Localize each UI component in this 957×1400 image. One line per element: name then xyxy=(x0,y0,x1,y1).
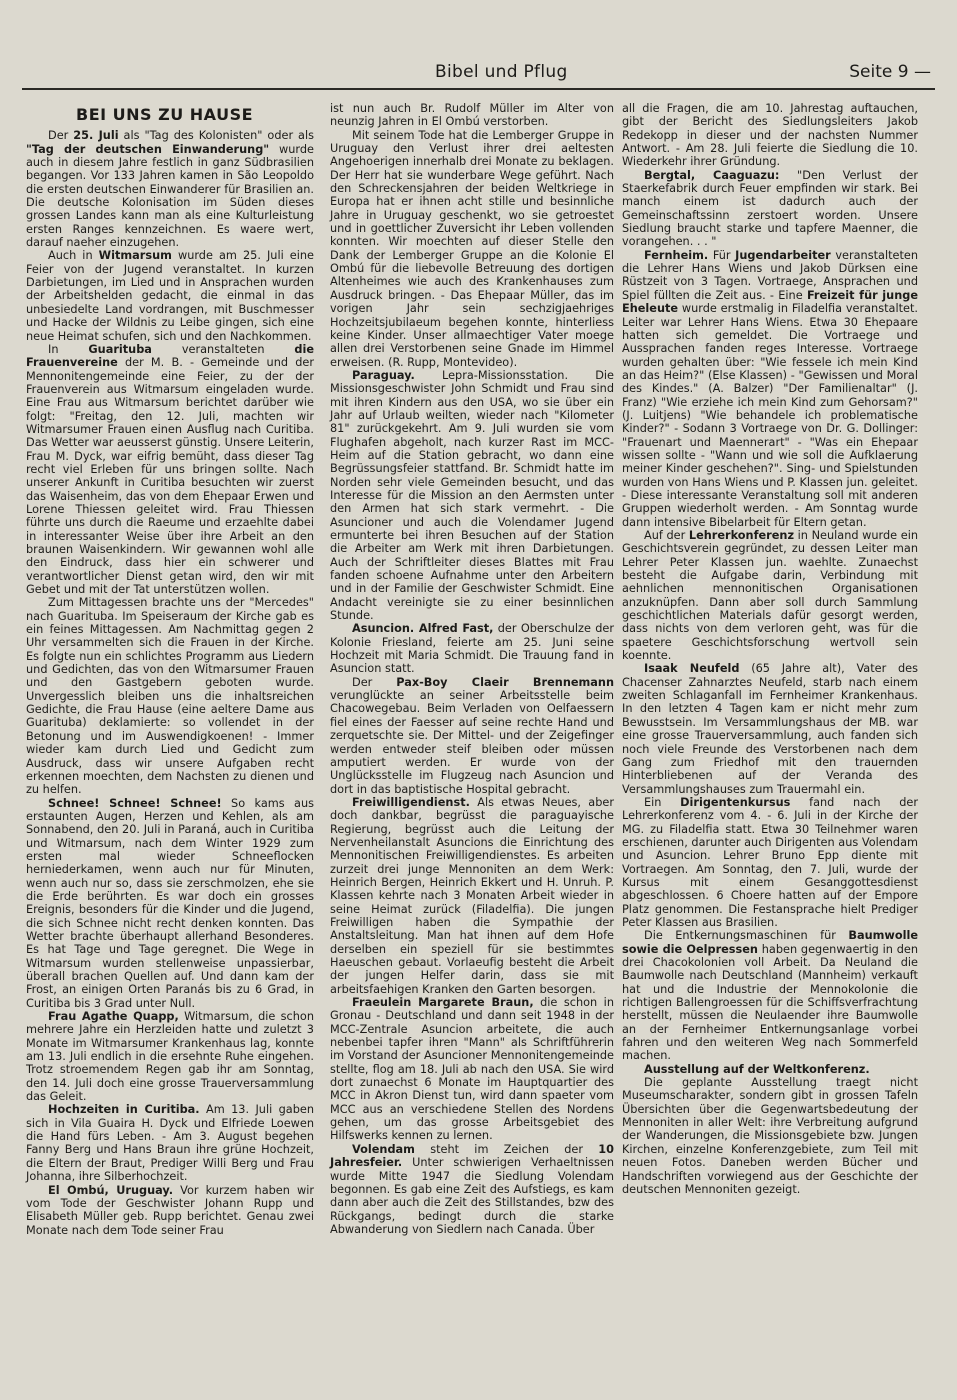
article-paragraph: Auf der Lehrerkonferenz in Neuland wurde ein Geschichtsverein gegründet, zu dessen Leiter man Lehrer Peter Klassen jun. waehlte. Zunaechst besteht die Aufgabe darin, Verbindung mit aehnlichen mennonitischen Organisationen anzuknüpfen. Dann aber soll durch Sammlung geschichtlichen Materials dafür gesorgt werden, dass nichts von dem verloren geht, was für die spaetere Geschichtsforschung wertvoll sein koennte. xyxy=(622,529,918,663)
article-lead: Paraguay. xyxy=(352,368,415,382)
article-paragraph: Die geplante Ausstellung traegt nicht Museumscharakter, sondern gibt in grossen Tafeln Übersichten über die Gegenwartsbedeutung der Mennoniten in aller Welt: ihre Verbreitung aufgrund der Wanderungen, die Missionsgebiete bzw. Jungen Kirchen, einzelne Konferenzgebiete, zum Teil mit neuen Fotos. Daneben werden Bücher und Handschriften vorwiegend aus der Geschichte der deutschen Mennoniten gezeigt. xyxy=(622,1076,918,1196)
article-lead: Isaak Neufeld xyxy=(644,662,740,676)
emphasis: Lehrerkonferenz xyxy=(688,529,795,542)
article-paragraph: Die Entkernungsmaschinen für Baumwolle sowie die Oelpressen haben gegenwaertig in den drei Chacokolonien voll Arbeit. Da Neuland die Baumwolle nach Deutschland (Mannheim) verkauft hat und die Industrie der Mennokolonie die richtigen Ballengroessen für die Schiffsverfrachtung herstellt, müssen die Neulaender ihre Baumwolle an der Fernheimer Entkernungsanlage vorbei fahren und den weiteren Weg nach Sommerfeld machen. xyxy=(622,929,918,1063)
page-number: Seite 9 — xyxy=(849,62,931,82)
article-paragraph: Schnee! Schnee! Schnee! So kams aus erstaunten Augen, Herzen und Kehlen, als am Sonnabend, den 20. Juli in Paraná, auch in Curitiba und Witmarsum, nach dem Winter 1929 zum ersten mal wieder Schneeflocken herniederkamen, wenn auch nur für Minuten, wenn auch nur so, dass sie zerschmolzen, ehe sie die Erde berührten. Es war doch ein grosses Ereignis, besonders für die Kinder und die Jugend, die sich Schnee nicht recht denken konnten. Das Wetter brachte überhaupt allerhand Besonderes. Es hat Tage und Tage geregnet. Die Wege in Witmarsum wurden stellenweise unpassierbar, überall brachen Quellen auf. Und dann kam der Frost, an einigen Orten Paranás bis zu 6 Grad, in Curitiba bis 3 Grad unter Null. xyxy=(26,796,315,1010)
column-1 xyxy=(26,100,314,1237)
article-paragraph: Fernheim. Für Jugendarbeiter veranstalteten die Lehrer Hans Wiens und Jakob Dürksen eine Rüstzeit von 3 Tagen. Vortraege, Ansprachen und Spiel füllten die Zeit aus. - Eine Freizeit für junge Eheleute wurde erstmalig in Filadelfia veranstaltet. Leiter war Lehrer Hans Wiens. Etwa 30 Ehepaare hatten sich gemeldet. Die Vortraege und Aussprachen fanden reges Interesse. Vortraege wurden gehalten über: "Wie fessele ich mein Kind an das Heim?" (Else Klassen) - "Gewissen und Moral des Kindes." (A. Balzer) "Der Familienaltar" (J. Franz) "Wie erziehe ich mein Kind zum Gehorsam?" (J. Luitjens) "Wie behandele ich problematische Kinder?" - Sodann 3 Vortraege von Dr. G. Dollinger: "Frauenart und Maennerart" - "Was ein Ehepaar wissen sollte - "Wann und wie soll die Aufklaerung meiner Kinder geschehen?". Sing- und Spielstunden wurden von Hans Wiens und P. Klassen jun. geleitet. - Diese interessante Veranstaltung soll mit anderen Gruppen wiederholt werden. - Am Sonntag wurde dann intensive Bibelarbeit für Eltern getan. xyxy=(622,248,919,529)
article-paragraph: Paraguay. Lepra-Missionsstation. Die Missionsgeschwister John Schmidt und Frau sind mit ihren Kindern aus den USA, wo sie über ein Jahr auf Urlaub weilten, wieder nach "Kilometer 81" zurückgekehrt. Am 9. Juli wurden sie vom Flughafen abgeholt, nach kurzer Rast im MCC-Heim auf die Station gebracht, wo dann eine Begrüssungsfeier stattfand. Br. Schmidt hatte im Norden sehr viele Gemeinden besucht, und das Interesse für die Mission an den Aermsten unter den Armen hat sich stark vermehrt. - Die Asuncioner und auch die Volendamer Jugend ermunterte bei ihren Besuchen auf der Station die Arbeiter am Werk mit ihren Darbietungen. Auch der Schriftleiter dieses Blattes mit Frau fanden schoene Aufnahme unter den Arbeitern und in der Familie der Geschwister Schmidt. Eine Andacht vereinigte sie zu einer besinnlichen Stunde. xyxy=(330,368,614,623)
article-paragraph: Hochzeiten in Curitiba. Am 13. Juli gaben sich in Vila Guaira H. Dyck und Elfriede Loewen die Hand fürs Leben. - Am 3. August begehen Fanny Berg und Hans Braun ihre grüne Hochzeit, die Eltern der Braut, Prediger Willi Berg und Frau Johanna, ihre Silberhochzeit. xyxy=(26,1103,314,1184)
running-header xyxy=(22,62,935,90)
article-paragraph: Der Pax-Boy Claeir Brennemann verunglückte an seiner Arbeitsstelle beim Chacowegebau. Beim Verladen von Oelfaessern fiel eines der Faesser auf seine rechte Hand und zerquetschte sie. Der Mittel- und der Zeigefinger werden entweder steif bleiben oder müssen amputiert werden. Er wurde von der Unglücksstelle im Flugzeug nach Asuncion und dort in das baptistische Hospital gebracht. xyxy=(330,675,615,796)
article-paragraph: Frau Agathe Quapp, Witmarsum, die schon mehrere Jahre ein Herzleiden hatte und zuletzt 3 Monate im Witmarsumer Krankenhaus lag, konnte am 13. Juli endlich in die ersehnte Ruhe eingehen. Trotz stroemendem Regen gab ihr am Sonntag, den 14. Juli doch eine grosse Trauerversammlung das Geleit. xyxy=(26,1010,314,1104)
article-paragraph: Ein Dirigentenkursus fand nach der Lehrerkonferenz vom 4. - 6. Juli in der Kirche der MG. zu Filadelfia statt. Etwa 30 Teilnehmer waren erschienen, darunter auch Dirigenten aus Volendam und Asuncion. Lehrer Bruno Epp diente mit Vortraegen. Am Sonntag, den 7. Juli, wurde der Kursus mit einem Gesanggottesdienst abgeschlossen. 6 Choere hatten auf der Empore Platz genommen. Die Festansprache hielt Prediger Peter Klassen aus Brasilien. xyxy=(622,795,918,929)
emphasis: Baumwolle sowie die Oelpressen xyxy=(622,929,918,956)
running-title: Bibel und Pflug xyxy=(435,62,568,82)
article-paragraph: Isaak Neufeld (65 Jahre alt), Vater des Chacenser Zahnarztes Neufeld, starb nach einem zweiten Schlaganfall im Fernheimer Krankenhaus. In den letzten 4 Tagen kam er nicht mehr zum Bewusstsein. Im Versammlungshaus der MB. war eine grosse Trauerversammlung, auch fanden sich noch viele Freunde des Verstorbenen nach dem Gang zum Friedhof mit den trauernden Hinterbliebenen auf der Veranda des Versammlungshauses zum Trauermahl ein. xyxy=(622,662,918,796)
emphasis: 25. Juli xyxy=(73,129,119,143)
emphasis: Pax-Boy Claeir Brennemann xyxy=(396,675,615,689)
article-lead: Volendam xyxy=(352,1142,415,1156)
article-lead: Freiwilligendienst. xyxy=(352,795,470,809)
emphasis: "Tag der deutschen Einwanderung" xyxy=(26,142,270,156)
article-lead: Hochzeiten in Curitiba. xyxy=(48,1103,200,1117)
article-paragraph: Mit seinem Tode hat die Lemberger Gruppe in Uruguay den Verlust ihrer drei aeltesten Angehoerigen innerhalb drei Monate zu beklagen. Der Herr hat sie wunderbare Wege geführt. Nach den Schreckensjahren der beiden Weltkriege in Europa hat er ihnen acht stille und besinnliche Jahre in Uruguay geschenkt, wo sie getroestet und in goettlicher Zuversicht ihr Leben vollenden konnten. Wir moechten auf dieser Stelle den Dank der Lemberger Gruppe an die Kolonie El Ombú für die liebevolle Betreuung des dortigen Altenheimes wie auch des Krankenhauses zum Ausdruck bringen. - Das Ehepaar Müller, das im vorigen Jahr sein sechzigjaehriges Hochzeitsjubilaeum begehen konnte, hinterliess keine Kinder. Unser allmaechtiger Vater moege allen drei Verstorbenen seine Gnade im Himmel erweisen. (R. Rupp, Montevideo). xyxy=(330,128,614,369)
article-paragraph: In Guarituba veranstalteten die Frauenvereine der M. B. - Gemeinde und der Mennonitengemeinde eine Feier, zu der der Frauenverein aus Witmarsum eingeladen wurde. Eine Frau aus Witmarsum berichtet darüber wie folgt: "Freitag, den 12. Juli, machten wir Witmarsumer Frauen einen Ausflug nach Curitiba. Das Wetter war aeusserst günstig. Unsere Leiterin, Frau M. Dyck, war eifrig bemüht, dass dieser Tag recht viel Erleben für uns bringen sollte. Nach unserer Ankunft in Curitiba besuchten wir zuerst das Waisenheim, das von dem Ehepaar Erwen und Lorene Thiessen geleitet wird. Frau Thiessen führte uns durch die Raeume und erzaehlte dabei in interessanter Weise über ihre Arbeit an den braunen Waisenkindern. Wir gewannen wohl alle den Eindruck, dass hier ein schwerer und verantwortlicher Dienst getan wird, den wir mit Gebet und mit der Tat unterstützen wollen. xyxy=(26,342,314,597)
emphasis: Jugendarbeiter xyxy=(735,248,831,262)
column-3 xyxy=(622,102,918,1196)
article-lead: Ausstellung auf der Weltkonferenz. xyxy=(644,1062,870,1076)
article-paragraph: Asuncion. Alfred Fast, der Oberschulze der Kolonie Friesland, feierte am 25. Juni seine Hochzeit mit Maria Schmidt. Die Trauung fand in Asuncion statt. xyxy=(330,622,614,676)
article-lead: Bergtal, Caaguazu: xyxy=(644,168,780,182)
article-paragraph: Der 25. Juli als "Tag des Kolonisten" oder als "Tag der deutschen Einwanderung" wurde auch in diesem Jahre festlich in ganz Südbrasilien begangen. Vor 133 Jahren kamen in São Leopoldo die ersten deutschen Einwanderer für Brasilien an. Die deutsche Kolonisation im Süden dieses grossen Landes kann man als eine Kulturleistung ersten Ranges kennzeichnen. Es waere wert, darauf naeher einzugehen. xyxy=(26,129,314,250)
article-lead: Asuncion. Alfred Fast, xyxy=(352,622,494,636)
emphasis: die Frauenvereine xyxy=(26,342,314,370)
article-paragraph: Volendam steht im Zeichen der 10 Jahresfeier. Unter schwierigen Verhaeltnissen wurde Mitte 1947 die Siedlung Volendam begonnen. Es gab eine Zeit des Aufstiegs, es kam dann aber auch die Zeit des Stillstandes, bzw des Rückgangs, bedingt durch die starke Abwanderung von Siedlern nach Canada. Über xyxy=(330,1142,614,1236)
article-paragraph: Auch in Witmarsum wurde am 25. Juli eine Feier von der Jugend veranstaltet. In kurzen Darbietungen, im Lied und in Ansprachen wurden der Arbeitshelden gedacht, die einmal in das unbesiedelte Land vordrangen, mit Buschmesser und Hacke der Wildnis zu Leibe gingen, sich eine neue Heimat schufen, sich und den Nachkommen. xyxy=(26,249,314,343)
emphasis: 10 Jahresfeier. xyxy=(330,1142,614,1170)
article-paragraph: Fraeulein Margarete Braun, die schon in Gronau - Deutschland und dann seit 1948 in der MCC-Zentrale Asuncion arbeitete, die auch nebenbei tapfer ihren "Mann" als Schriftführerin im Vorstand der Asuncioner Mennonitengemeinde stellte, flog am 18. Juli ab nach den USA. Sie wird dort zunaechst 6 Monate im Hauptquartier des MCC in Akron Dienst tun, wird dann spaeter vom MCC aus an verschiedene Stellen des Nordens gehen, um das grosse Arbeitsgebiet des Hilfswerks kennen zu lernen. xyxy=(330,996,614,1143)
article-lead: Fraeulein Margarete Braun, xyxy=(352,996,534,1010)
article-paragraph: all die Fragen, die am 10. Jahrestag auftauchen, gibt der Bericht des Siedlungsleiters Jakob Redekopp in dieser und der nachsten Nummer Antwort. - Am 28. Juli feierte die Siedlung die 10. Wiederkehr ihrer Gründung. xyxy=(622,102,918,169)
article-lead: Fernheim. xyxy=(644,248,709,262)
section-heading: BEI UNS ZU HAUSE xyxy=(76,105,254,124)
emphasis: Guarituba xyxy=(88,342,152,356)
article-paragraph: ist nun auch Br. Rudolf Müller im Alter von neunzig Jahren in El Ombú verstorben. xyxy=(330,102,614,129)
article-paragraph: Bergtal, Caaguazu: "Den Verlust der Staerkefabrik durch Feuer empfinden wir stark. Bei manch einem ist dadurch auch der Gemeinschaftssinn zerstoert worden. Unsere Siedlung braucht starke und tapfere Maenner, die vorangehen. . . " xyxy=(622,168,918,249)
article-lead: Frau Agathe Quapp, xyxy=(48,1010,179,1024)
article-lead: Schnee! Schnee! Schnee! xyxy=(48,796,222,810)
article-paragraph: Freiwilligendienst. Als etwas Neues, aber doch dankbar, begrüsst die paraguayische Regierung, begrüsst auch die Leitung der Nervenheilanstalt Asuncions die Einrichtung des Mennonitischen Freiwilligendienstes. Es arbeiten zurzeit drei junge Mennoniten an dem Werk: Heinrich Bergen, Heinrich Ekkert und H. Unruh. P. Klassen kehrte nach 3 Monaten Arbeit wieder in seine Heimat zurück (Filadelfia). Die jungen Freiwilligen haben die Sympathie der Anstaltsleitung. Man hat ihnen auf dem Hofe derselben ein speziell für sie bestimmtes Haeuschen gebaut. Vorlaeufig besteht die Arbeit der jungen Helfer darin, dass sie mit arbeitsfaehigen Kranken den Garten besorgen. xyxy=(330,795,614,996)
article-paragraph: El Ombú, Uruguay. Vor kurzem haben wir vom Tode der Geschwister Johann Rupp und Elisabeth Müller geb. Rupp berichtet. Genau zwei Monate nach dem Tode seiner Frau xyxy=(26,1183,314,1237)
emphasis: Freizeit für junge Eheleute xyxy=(622,288,918,316)
article-lead: El Ombú, Uruguay. xyxy=(48,1183,174,1197)
column-2 xyxy=(330,102,614,1236)
emphasis: Dirigentenkursus xyxy=(680,795,791,809)
article-paragraph: Zum Mittagessen brachte uns der "Mercedes" nach Guarituba. Im Speiseraum der Kirche gab es ein feines Mittagessen. Am Nachmittag gegen 2 Uhr versammelten sich die Frauen in der Kirche. Es folgte nun ein schlichtes Programm aus Liedern und Gedichten, das von den Witmarsumer Frauen und den Gastgebern geboten wurde. Unvergesslich bleiben uns die inhaltsreichen Gedichte, die Frau Hause (eine aeltere Dame aus Guarituba) deklamierte: so vollendet in der Betonung und im Auswendigkoenen! - Immer wieder kam durch Lied und Gedicht zum Ausdruck, dass wir unsere Aufgaben recht erkennen moechten, dem Nachsten zu dienen und zu helfen. xyxy=(26,596,314,797)
article-subheading xyxy=(622,1063,918,1076)
emphasis: Witmarsum xyxy=(98,249,172,263)
